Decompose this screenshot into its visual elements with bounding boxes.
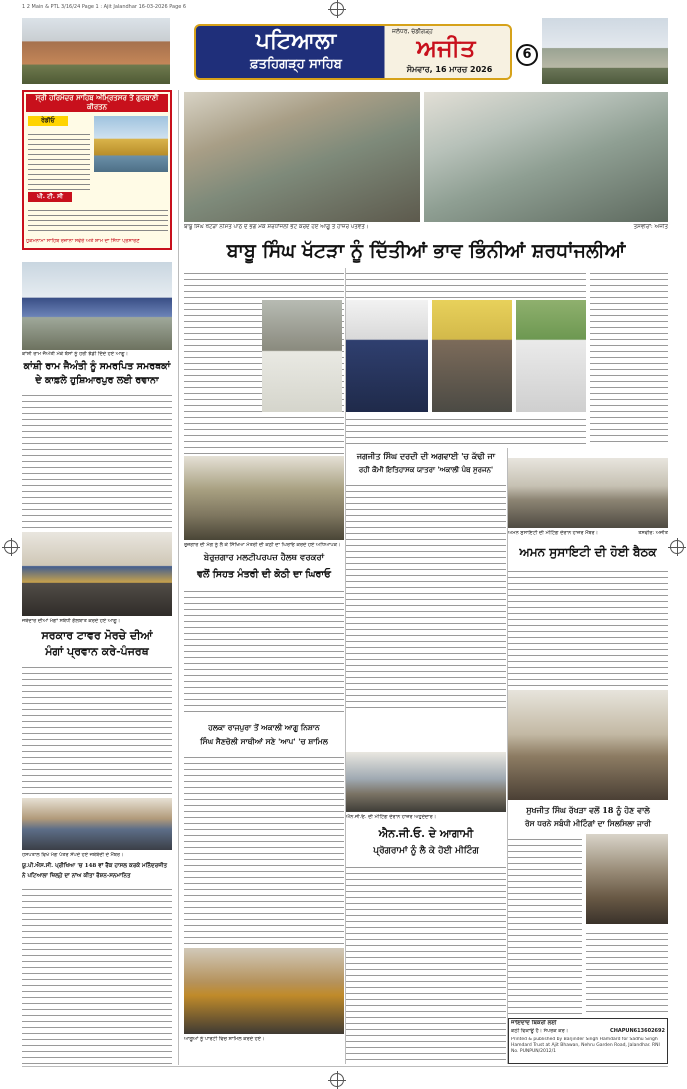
classified-title: ਜਾਇਦਾਦ ਬਿਕਰੀ ਲਈ xyxy=(511,1020,557,1026)
page-number: 6 xyxy=(516,44,538,66)
classified-box xyxy=(508,1018,668,1064)
masthead-paper-name: ਅਜੀਤ xyxy=(416,34,476,62)
society-story-text xyxy=(508,566,668,686)
masthead-right-photo xyxy=(542,18,668,84)
halka-photo xyxy=(184,948,344,1034)
ad-label-radio: ਰੇਡੀਓ xyxy=(28,116,68,126)
registration-mark-icon xyxy=(4,540,18,554)
hospital-story-text xyxy=(22,884,172,1064)
teachers-headline-1: ਬੇਰੁਜ਼ਗਾਰ ਮਲਟੀਪਰਪਜ਼ ਹੈਲਥ ਵਰਕਰਾਂ xyxy=(203,553,325,563)
main-story-text-4 xyxy=(590,268,668,444)
ad-footer: ਹੁਕਮਨਾਮਾ ਸਾਹਿਬ ਰੋਜ਼ਾਨਾ ਸਵੇਰੇ ਅਤੇ ਸ਼ਾਮ ਦਾ ਸਿੱਧਾ ਪ੍ਰਸਾਰਣ xyxy=(26,238,140,244)
bus-headline-1: ਕਾਂਸ਼ੀ ਰਾਮ ਜੈਅੰਤੀ ਨੂੰ ਸਮਰਪਿਤ ਸਮਰਥਕਾਂ xyxy=(23,361,171,372)
tower-headline-2: ਮੰਗਾਂ ਪ੍ਰਵਾਨ ਕਰੇ-ਪੰਜਰਥ xyxy=(45,645,149,658)
tower-story-text xyxy=(22,662,172,794)
column-rule xyxy=(507,448,508,1064)
speaker-photo-2 xyxy=(346,300,428,412)
teachers-photo xyxy=(184,456,344,540)
ngo-photo xyxy=(346,752,506,812)
ad-headline: ਸ੍ਰੀ ਹਰਿਮੰਦਰ ਸਾਹਿਬ ਅੰਮ੍ਰਿਤਸਰ ਤੋਂ ਗੁਰਬਾਣੀ ਕੀਰਤਨ xyxy=(26,94,168,112)
sukhjit-headline-2: ਰੋਸ ਧਰਨੇ ਸਬੰਧੀ ਮੀਟਿੰਗਾਂ ਦਾ ਸਿਲਸਿਲਾ ਜਾਰੀ xyxy=(525,819,651,828)
bus-story-text xyxy=(22,390,172,528)
ngo-story-text xyxy=(346,862,506,1062)
registration-mark-icon xyxy=(670,540,684,554)
sukhjit-story-text-2 xyxy=(586,928,668,1014)
classified-code: CHAPUN613602692 xyxy=(610,1028,665,1034)
main-headline: ਬਾਬੂ ਸਿੰਘ ਖੱਟੜਾ ਨੂੰ ਦਿੱਤੀਆਂ ਭਾਵ ਭਿੰਨੀਆਂ ਸ਼ਰਧਾਂਜਲੀਆਂ xyxy=(226,240,626,262)
ad-body-text xyxy=(28,130,90,190)
ngo-headline-1: ਐਨ.ਜੀ.ਓ. ਦੇ ਆਗਾਮੀ xyxy=(378,827,474,840)
hospital-headline-2: ਨੇ ਪਟਿਆਲਾ ਜ਼ਿਲ੍ਹੇ ਦਾ ਨਾਂਅ ਕੀਤਾ ਰੌਸ਼ਨ-ਸਨਮਾਨਿਤ xyxy=(22,873,131,879)
golden-temple-photo xyxy=(94,116,168,172)
halka-story-text xyxy=(184,752,344,944)
registration-mark-icon xyxy=(330,1073,344,1087)
teachers-headline-2: ਵਲੋਂ ਸਿਹਤ ਮੰਤਰੀ ਦੀ ਕੋਠੀ ਦਾ ਘਿਰਾਓ xyxy=(197,569,331,580)
hospital-headline-1: ਯੂ.ਪੀ.ਐਸ.ਸੀ. ਪ੍ਰੀਖਿਆ 'ਚ 148 ਵਾਂ ਰੈਂਕ ਹਾਸਲ ਕਰਕੇ ਮਨਿੰਦਰਜੀਤ xyxy=(22,863,168,869)
ngo-caption: ਐਨ.ਜੀ.ਓ. ਦੀ ਮੀਟਿੰਗ ਦੌਰਾਨ ਹਾਜ਼ਰ ਅਹੁਦੇਦਾਰ। xyxy=(346,814,437,820)
classified-imprint: Printed & published by Barjinder Singh Hamdard for Sadhu Singh Hamdard Trust at Ajit Bhawan, Nehru Garden Road, Jalandhar. RNI No. PUNPUN/2012/1 xyxy=(511,1037,660,1054)
main-photo-credit: ਤਸਵੀਰਾਂ: ਅਜੀਤ xyxy=(633,224,668,230)
sukhjit-photo-2 xyxy=(586,834,668,924)
teachers-story-text xyxy=(184,586,344,712)
gurbani-ad xyxy=(22,90,172,250)
society-headline: ਅਮਨ ਸੁਸਾਇਟੀ ਦੀ ਹੋਈ ਬੈਠਕ xyxy=(519,545,657,559)
speaker-photo-1 xyxy=(262,300,342,412)
speaker-photo-3 xyxy=(432,300,512,412)
sikh-history-headline-1: ਜਗਜੀਤ ਸਿੰਘ ਦਰਦੀ ਦੀ ਅਗਵਾਈ 'ਚ ਕੱਢੀ ਜਾ xyxy=(356,451,496,461)
masthead-edition: ਜਲੰਧਰ, ਚੰਡੀਗੜ੍ਹ xyxy=(392,28,433,35)
tower-caption: ਜਥੇਦਾਰ ਦੀਆਂ ਮੰਗਾਂ ਸਬੰਧੀ ਗੱਲਬਾਤ ਕਰਦੇ ਹੋਏ ਆਗੂ। xyxy=(22,618,121,624)
bus-caption: ਕਾਂਸ਼ੀ ਰਾਮ ਜੈਅੰਤੀ ਮੌਕੇ ਬੱਸਾਂ ਨੂੰ ਹਰੀ ਝੰਡੀ ਦਿੰਦੇ ਹੋਏ ਆਗੂ। xyxy=(22,351,128,357)
sukhjit-photo xyxy=(508,690,668,800)
registration-mark-icon xyxy=(330,2,344,16)
halka-headline-1: ਹਲਕਾ ਰਾਜਪੁਰਾ ਤੋਂ ਅਕਾਲੀ ਆਗੂ ਨਿਸ਼ਾਨ xyxy=(208,723,320,732)
tower-photo xyxy=(22,532,172,616)
column-rule xyxy=(345,268,346,1064)
bus-photo xyxy=(22,262,172,350)
ngo-headline-2: ਪ੍ਰੋਗਰਾਮਾਂ ਨੂੰ ਲੈ ਕੇ ਹੋਈ ਮੀਟਿੰਗ xyxy=(373,846,479,856)
teachers-caption: ਰੁਜ਼ਗਾਰ ਦੀ ਮੰਗ ਨੂੰ ਲੈ ਕੇ ਸਿੱਖਿਆ ਮੰਤਰੀ ਦੀ ਕੋਠੀ ਦਾ ਘਿਰਾਓ ਕਰਦੇ ਹੋਏ ਅਧਿਆਪਕ। xyxy=(184,542,341,548)
hospital-caption: ਹਸਪਤਾਲ ਵਿਖੇ ਮੰਗ ਪੱਤਰ ਸੌਂਪਦੇ ਹੋਏ ਜਥੇਬੰਦੀ ਦੇ ਮੈਂਬਰ। xyxy=(22,852,124,858)
hospital-photo xyxy=(22,798,172,850)
classified-line: ਕੋਠੀ ਵਿਕਾਊ ਹੈ। ਸੰਪਰਕ ਕਰੋ। xyxy=(511,1028,569,1034)
masthead-left-photo xyxy=(22,18,170,84)
masthead-city-sub: ਫ਼ਤਹਿਗੜ੍ਹ ਸਾਹਿਬ xyxy=(250,57,342,72)
sikh-history-story-text xyxy=(346,480,506,712)
halka-caption: ਆਗੂਆਂ ਨੂੰ ਪਾਰਟੀ ਵਿਚ ਸ਼ਾਮਿਲ ਕਰਦੇ ਹੋਏ। xyxy=(184,1036,265,1042)
society-photo-credit: ਤਸਵੀਰ: ਅਜੀਤ xyxy=(638,530,668,536)
bus-headline-2: ਦੇ ਕਾਫ਼ਲੇ ਹੁਸ਼ਿਆਰਪੁਰ ਲਈ ਰਵਾਨਾ xyxy=(35,375,159,386)
masthead-city: ਪਟਿਆਲਾ xyxy=(255,28,337,54)
society-photo xyxy=(508,458,668,528)
halka-headline-2: ਸਿੰਘ ਸੈਣਚੋਲੀ ਸਾਥੀਆਂ ਸਣੇ 'ਆਪ' 'ਚ ਸ਼ਾਮਿਲ xyxy=(200,737,328,746)
masthead xyxy=(22,18,668,84)
sukhjit-story-text xyxy=(508,834,582,1014)
tower-headline-1: ਸਰਕਾਰ ਟਾਵਰ ਮੋਰਚੇ ਦੀਆਂ xyxy=(41,629,153,642)
sikh-history-headline-2: ਰਹੀ ਕੌਮੀ ਇਤਿਹਾਸਕ ਯਾਤਰਾ 'ਅਕਾਲੀ ਪੰਥ ਸੁਰਜਨ' xyxy=(358,465,494,474)
column-rule xyxy=(178,90,179,1065)
society-caption: ਅਮਨ ਸੁਸਾਇਟੀ ਦੀ ਮੀਟਿੰਗ ਦੌਰਾਨ ਹਾਜ਼ਰ ਮੈਂਬਰ। xyxy=(508,530,599,536)
main-photo-1 xyxy=(184,92,420,222)
ad-schedule-text xyxy=(28,206,168,234)
ad-label-ptc: ਪੀ. ਟੀ. ਸੀ xyxy=(28,192,72,202)
main-story-text-3 xyxy=(346,414,586,444)
main-photo-2 xyxy=(424,92,668,222)
printer-line: 1 2 Main & PTL 3/16/24 Page 1 : Ajit Jalandhar 16-03-2026 Page 6 xyxy=(22,4,187,10)
page-bottom-rule xyxy=(22,1066,668,1067)
main-story-text-2 xyxy=(346,268,586,298)
sukhjit-headline-1: ਸੁਖਜੀਤ ਸਿੰਘ ਰੱਖੜਾ ਵਲੋਂ 18 ਨੂੰ ਹੋਣ ਵਾਲੇ xyxy=(526,805,650,815)
main-photo-caption: ਬਾਬੂ ਸਿੰਘ ਖੱਟੜਾ ਨਮਿੱਤ ਪਾਠ ਦੇ ਭੋਗ ਮੌਕੇ ਸ਼ਰਧਾਂਜਲੀ ਭੇਟ ਕਰਦੇ ਹੋਏ ਆਗੂ ਤੇ ਹਾਜ਼ਰ ਪਤਵੰਤੇ। xyxy=(184,224,369,230)
masthead-banner xyxy=(194,24,512,80)
speaker-photo-4 xyxy=(516,300,586,412)
masthead-date: ਸੋਮਵਾਰ, 16 ਮਾਰਚ 2026 xyxy=(406,65,493,74)
